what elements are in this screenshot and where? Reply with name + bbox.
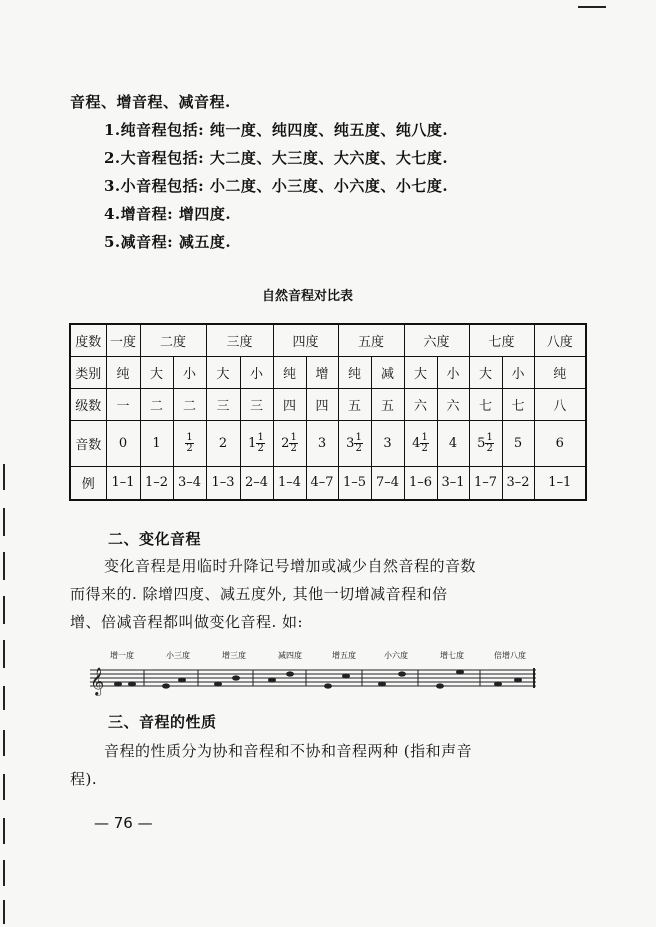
margin-bar xyxy=(3,730,5,756)
paragraph-line: 增、倍减音程都叫做变化音程. 如: xyxy=(70,613,304,631)
type-cell: 小 xyxy=(437,356,469,388)
step-cell: 二 xyxy=(140,388,173,420)
staff-label: 倍增八度 xyxy=(494,651,526,660)
margin-bar xyxy=(3,900,5,924)
degree-cell: 七度 xyxy=(469,324,534,356)
staff-label: 减四度 xyxy=(278,651,302,660)
margin-bar xyxy=(3,596,5,624)
staff-label: 增五度 xyxy=(332,651,356,660)
top-rule xyxy=(578,6,606,8)
tone-cell: 4 xyxy=(437,420,469,466)
text-line: 音程、增音程、减音程. xyxy=(70,93,231,111)
staff-label: 增一度 xyxy=(110,651,134,660)
type-cell: 大 xyxy=(140,356,173,388)
step-cell: 四 xyxy=(273,388,306,420)
step-cell: 三 xyxy=(240,388,273,420)
fraction: $\frac{1}{2}$ xyxy=(355,431,362,454)
degree-cell: 八度 xyxy=(534,324,586,356)
tone-cell: 3 xyxy=(306,420,338,466)
type-cell: 减 xyxy=(371,356,404,388)
music-staff xyxy=(88,650,538,696)
tone-cell: 5 xyxy=(502,420,534,466)
text-line: 3.小音程包括: 小二度、小三度、小六度、小七度. xyxy=(104,177,449,195)
example-cell: 1–3 xyxy=(206,466,240,500)
fraction: $\frac{1}{2}$ xyxy=(421,431,428,454)
step-cell: 八 xyxy=(534,388,586,420)
row-label: 度数 xyxy=(70,324,106,356)
text-line: 1.纯音程包括: 纯一度、纯四度、纯五度、纯八度. xyxy=(104,121,449,139)
margin-bar xyxy=(3,860,5,886)
step-cell: 七 xyxy=(469,388,502,420)
example-cell: 3–4 xyxy=(173,466,206,500)
example-cell: 1–2 xyxy=(140,466,173,500)
paragraph-line: 程). xyxy=(70,770,98,788)
tone-cell: 4 $\frac{1}{2}$ xyxy=(404,420,437,466)
row-label: 例 xyxy=(70,466,106,500)
tone-cell: 1 xyxy=(140,420,173,466)
example-cell: 1–5 xyxy=(338,466,371,500)
margin-bar xyxy=(3,640,5,668)
section-heading: 二、变化音程 xyxy=(108,530,202,548)
row-label: 类别 xyxy=(70,356,106,388)
text-line: 5.减音程: 减五度. xyxy=(104,233,232,251)
staff-label: 增三度 xyxy=(222,651,246,660)
step-cell: 七 xyxy=(502,388,534,420)
row-label: 音数 xyxy=(70,420,106,466)
type-cell: 纯 xyxy=(534,356,586,388)
table-title: 自然音程对比表 xyxy=(262,289,354,304)
example-cell: 1–1 xyxy=(106,466,140,500)
table-row xyxy=(70,466,586,500)
staff-label: 小六度 xyxy=(384,651,408,660)
example-cell: 1–6 xyxy=(404,466,437,500)
type-cell: 小 xyxy=(173,356,206,388)
staff-label: 增七度 xyxy=(440,651,464,660)
type-cell: 纯 xyxy=(273,356,306,388)
tone-cell xyxy=(173,420,206,466)
margin-bar xyxy=(3,464,5,490)
step-cell: 六 xyxy=(437,388,469,420)
degree-cell: 五度 xyxy=(338,324,404,356)
tone-cell: 3 $\frac{1}{2}$ xyxy=(338,420,371,466)
example-cell: 4–7 xyxy=(306,466,338,500)
example-cell: 3–2 xyxy=(502,466,534,500)
tone-cell: 2 xyxy=(206,420,240,466)
margin-bar xyxy=(3,818,5,844)
text-line: 4.增音程: 增四度. xyxy=(104,205,232,223)
step-cell: 五 xyxy=(338,388,371,420)
type-cell: 大 xyxy=(206,356,240,388)
tone-cell: 6 xyxy=(534,420,586,466)
text-line: 2.大音程包括: 大二度、大三度、大六度、大七度. xyxy=(104,149,449,167)
fraction: $\frac{1}{2}$ xyxy=(486,431,493,454)
example-cell: 1–1 xyxy=(534,466,586,500)
section-heading: 三、音程的性质 xyxy=(108,713,217,731)
example-cell: 7–4 xyxy=(371,466,404,500)
type-cell: 大 xyxy=(469,356,502,388)
step-cell: 二 xyxy=(173,388,206,420)
table-row xyxy=(70,324,586,356)
paragraph-line: 音程的性质分为协和音程和不协和音程两种 (指和声音 xyxy=(104,742,473,760)
paragraph-line: 变化音程是用临时升降记号增加或减少自然音程的音数 xyxy=(104,557,477,575)
table-row xyxy=(70,420,586,466)
tone-cell: 2 $\frac{1}{2}$ xyxy=(273,420,306,466)
fraction: $\frac{1}{2}$ xyxy=(257,431,264,454)
page-number: — 76 — xyxy=(94,814,153,832)
degree-cell: 三度 xyxy=(206,324,273,356)
paragraph-line: 而得来的. 除增四度、减五度外, 其他一切增减音程和倍 xyxy=(70,585,448,603)
degree-cell: 一度 xyxy=(106,324,140,356)
music-staff-example xyxy=(88,650,538,696)
degree-cell: 四度 xyxy=(273,324,338,356)
margin-bar xyxy=(3,774,5,800)
tone-cell: 5 $\frac{1}{2}$ xyxy=(469,420,502,466)
treble-clef-icon: 𝄞 xyxy=(90,667,105,695)
table-row xyxy=(70,356,586,388)
step-cell: 五 xyxy=(371,388,404,420)
type-cell: 纯 xyxy=(106,356,140,388)
tone-cell: 1 $\frac{1}{2}$ xyxy=(240,420,273,466)
step-cell: 四 xyxy=(306,388,338,420)
interval-table xyxy=(69,323,587,501)
degree-cell: 二度 xyxy=(140,324,206,356)
type-cell: 增 xyxy=(306,356,338,388)
type-cell: 小 xyxy=(240,356,273,388)
step-cell: 六 xyxy=(404,388,437,420)
type-cell: 大 xyxy=(404,356,437,388)
tone-cell: 3 xyxy=(371,420,404,466)
tone-cell: 0 xyxy=(106,420,140,466)
table-row xyxy=(70,388,586,420)
example-cell: 2–4 xyxy=(240,466,273,500)
margin-bar xyxy=(3,552,5,580)
type-cell: 纯 xyxy=(338,356,371,388)
type-cell: 小 xyxy=(502,356,534,388)
row-label: 级数 xyxy=(70,388,106,420)
example-cell: 1–4 xyxy=(273,466,306,500)
fraction: $\frac{1}{2}$ xyxy=(186,431,193,454)
staff-label: 小三度 xyxy=(166,651,190,660)
fraction: $\frac{1}{2}$ xyxy=(290,431,297,454)
example-cell: 1–7 xyxy=(469,466,502,500)
step-cell: 一 xyxy=(106,388,140,420)
degree-cell: 六度 xyxy=(404,324,469,356)
step-cell: 三 xyxy=(206,388,240,420)
example-cell: 3–1 xyxy=(437,466,469,500)
margin-bar xyxy=(3,508,5,536)
margin-bar xyxy=(3,686,5,710)
